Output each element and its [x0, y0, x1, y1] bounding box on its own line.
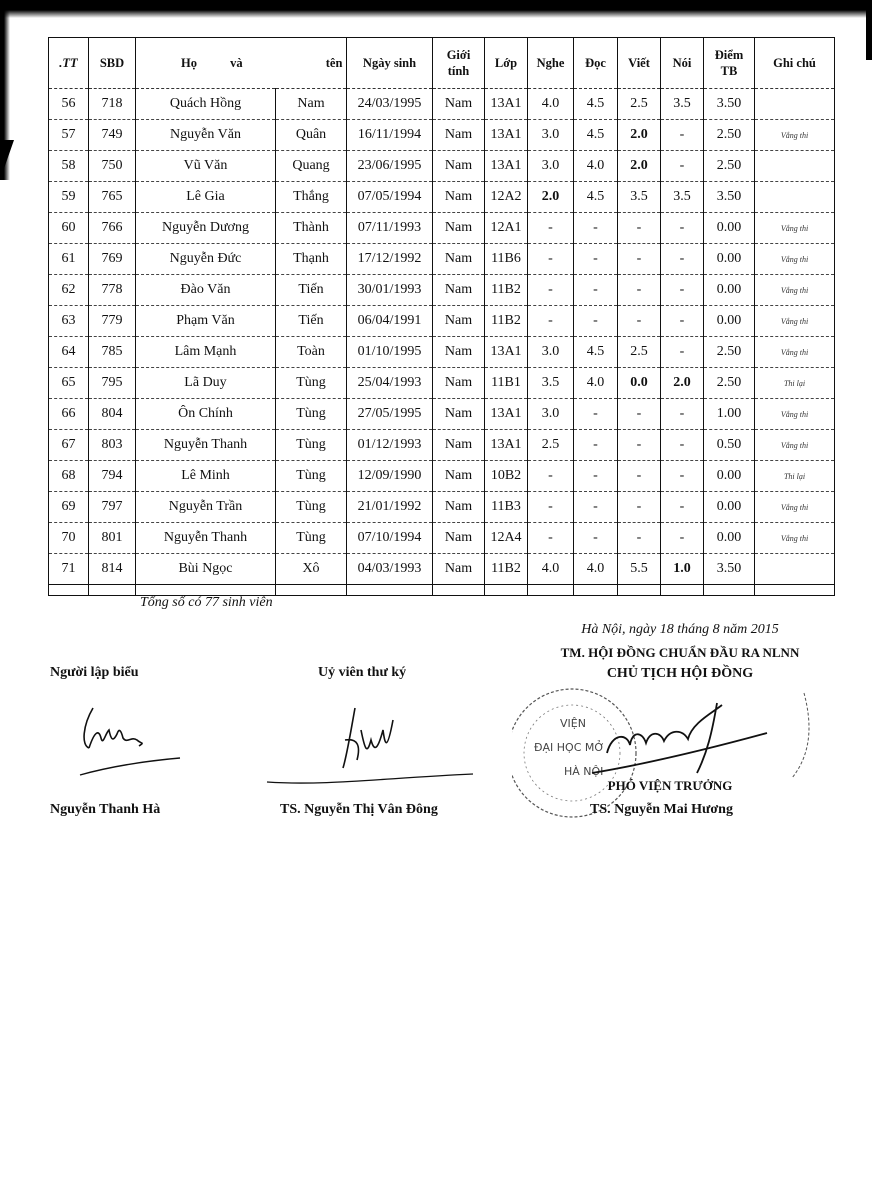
spacer-cell [618, 585, 661, 596]
preparer-title: Người lập biểu [50, 665, 139, 680]
cell-ho: Nguyễn Đức [136, 244, 276, 275]
cell-diem-tb: 2.50 [704, 120, 755, 151]
table-row [49, 461, 835, 492]
spacer-cell [433, 585, 485, 596]
preparer-signature [75, 700, 185, 780]
cell-ho: Lâm Mạnh [136, 337, 276, 368]
cell-ngay-sinh: 07/11/1993 [347, 213, 433, 244]
cell-ngay-sinh: 23/06/1995 [347, 151, 433, 182]
cell-ten: Xô [276, 554, 347, 585]
cell-nghe: - [528, 275, 574, 306]
cell-gioi-tinh: Nam [433, 182, 485, 213]
cell-diem-tb: 0.00 [704, 244, 755, 275]
cell-lop: 13A1 [485, 430, 528, 461]
spacer-cell [528, 585, 574, 596]
cell-viet: - [618, 306, 661, 337]
cell-ten: Tiến [276, 306, 347, 337]
table-row [49, 430, 835, 461]
cell-ghi-chu: Thi lại [755, 461, 835, 492]
cell-sbd: 749 [89, 120, 136, 151]
cell-nghe: 3.0 [528, 399, 574, 430]
header-sbd: SBD [89, 38, 136, 89]
cell-ghi-chu [755, 182, 835, 213]
cell-viet: 2.5 [618, 89, 661, 120]
table-row [49, 554, 835, 585]
header-lop: Lớp [485, 38, 528, 89]
cell-nghe: 4.0 [528, 554, 574, 585]
cell-doc: - [574, 244, 618, 275]
header-diem-tb [704, 38, 755, 89]
header-gioi-tinh [433, 38, 485, 89]
cell-ten: Thạnh [276, 244, 347, 275]
cell-ghi-chu: Vắng thi [755, 120, 835, 151]
cell-viet: 2.0 [618, 151, 661, 182]
cell-viet: 2.5 [618, 337, 661, 368]
cell-viet: - [618, 492, 661, 523]
cell-diem-tb: 0.00 [704, 492, 755, 523]
cell-stt: 71 [49, 554, 89, 585]
header-doc: Đọc [574, 38, 618, 89]
secretary-title: Uỷ viên thư ký [318, 665, 407, 680]
stamp-text-line1: VIỆN [560, 717, 586, 730]
cell-sbd: 750 [89, 151, 136, 182]
cell-ho: Nguyễn Thanh [136, 430, 276, 461]
table-row [49, 368, 835, 399]
cell-ten: Tùng [276, 430, 347, 461]
cell-ho: Lê Gia [136, 182, 276, 213]
cell-ten: Tùng [276, 492, 347, 523]
cell-ho: Vũ Văn [136, 151, 276, 182]
cell-ngay-sinh: 06/04/1991 [347, 306, 433, 337]
cell-stt: 61 [49, 244, 89, 275]
spacer-cell [49, 585, 89, 596]
cell-ghi-chu: Vắng thi [755, 430, 835, 461]
cell-ngay-sinh: 16/11/1994 [347, 120, 433, 151]
cell-sbd: 795 [89, 368, 136, 399]
deputy-name: TS. Nguyễn Mai Hương [590, 802, 733, 817]
table-row [49, 213, 835, 244]
cell-lop: 11B3 [485, 492, 528, 523]
cell-lop: 11B1 [485, 368, 528, 399]
cell-ngay-sinh: 01/12/1993 [347, 430, 433, 461]
header-diem-tb-line2: TB [720, 64, 738, 78]
cell-ghi-chu [755, 151, 835, 182]
table-header-row [49, 38, 835, 89]
cell-doc: 4.0 [574, 368, 618, 399]
header-diem-tb-line1: Điểm [714, 48, 744, 62]
stamp-text-line3: HÀ NỘI [564, 765, 604, 778]
cell-ten: Tùng [276, 368, 347, 399]
header-stt: .TT [49, 38, 89, 89]
cell-gioi-tinh: Nam [433, 554, 485, 585]
deputy-title: PHÓ VIỆN TRƯỞNG [607, 778, 733, 793]
cell-stt: 63 [49, 306, 89, 337]
cell-ho: Lã Duy [136, 368, 276, 399]
cell-viet: - [618, 461, 661, 492]
cell-ghi-chu: Vắng thi [755, 337, 835, 368]
stamp-text-line2: ĐẠI HỌC MỞ [534, 741, 605, 754]
table-body [49, 89, 835, 596]
cell-sbd: 769 [89, 244, 136, 275]
cell-noi: 3.5 [661, 182, 704, 213]
cell-ghi-chu: Vắng thi [755, 399, 835, 430]
cell-gioi-tinh: Nam [433, 430, 485, 461]
cell-doc: - [574, 213, 618, 244]
grades-table [48, 37, 835, 596]
header-ten: tên [325, 56, 343, 70]
cell-lop: 12A2 [485, 182, 528, 213]
cell-ngay-sinh: 27/05/1995 [347, 399, 433, 430]
scan-border-right [866, 0, 872, 60]
table-row [49, 337, 835, 368]
cell-ho: Lê Minh [136, 461, 276, 492]
header-va: và [230, 56, 243, 70]
spacer-cell [276, 585, 347, 596]
cell-ngay-sinh: 24/03/1995 [347, 89, 433, 120]
header-viet: Viết [618, 38, 661, 89]
cell-nghe: - [528, 523, 574, 554]
cell-doc: 4.0 [574, 554, 618, 585]
cell-gioi-tinh: Nam [433, 368, 485, 399]
cell-noi: - [661, 213, 704, 244]
table-row [49, 275, 835, 306]
cell-nghe: - [528, 492, 574, 523]
cell-ten: Tùng [276, 399, 347, 430]
cell-nghe: 3.5 [528, 368, 574, 399]
preparer-name: Nguyễn Thanh Hà [50, 802, 161, 817]
cell-doc: 4.5 [574, 182, 618, 213]
cell-noi: 1.0 [661, 554, 704, 585]
cell-stt: 67 [49, 430, 89, 461]
cell-diem-tb: 3.50 [704, 182, 755, 213]
table-row [49, 306, 835, 337]
cell-ho: Đào Văn [136, 275, 276, 306]
cell-sbd: 814 [89, 554, 136, 585]
cell-nghe: - [528, 244, 574, 275]
cell-ten: Nam [276, 89, 347, 120]
scan-border-top [0, 0, 872, 10]
cell-diem-tb: 3.50 [704, 89, 755, 120]
cell-gioi-tinh: Nam [433, 399, 485, 430]
cell-lop: 11B2 [485, 554, 528, 585]
cell-noi: - [661, 430, 704, 461]
cell-nghe: 2.5 [528, 430, 574, 461]
cell-gioi-tinh: Nam [433, 461, 485, 492]
cell-ngay-sinh: 17/12/1992 [347, 244, 433, 275]
cell-stt: 56 [49, 89, 89, 120]
secretary-name: TS. Nguyễn Thị Vân Đông [280, 802, 438, 817]
cell-doc: - [574, 492, 618, 523]
cell-lop: 12A1 [485, 213, 528, 244]
cell-nghe: 3.0 [528, 151, 574, 182]
place-date: Hà Nội, ngày 18 tháng 8 năm 2015 [581, 622, 779, 637]
cell-nghe: - [528, 213, 574, 244]
secretary-signature [265, 700, 475, 790]
cell-ghi-chu: Vắng thi [755, 492, 835, 523]
cell-lop: 11B2 [485, 306, 528, 337]
cell-ngay-sinh: 21/01/1992 [347, 492, 433, 523]
cell-diem-tb: 0.00 [704, 275, 755, 306]
cell-stt: 68 [49, 461, 89, 492]
cell-doc: 4.5 [574, 89, 618, 120]
cell-lop: 13A1 [485, 120, 528, 151]
cell-gioi-tinh: Nam [433, 244, 485, 275]
cell-noi: 2.0 [661, 368, 704, 399]
cell-sbd: 778 [89, 275, 136, 306]
cell-doc: - [574, 523, 618, 554]
cell-ngay-sinh: 12/09/1990 [347, 461, 433, 492]
cell-noi: - [661, 151, 704, 182]
cell-ho: Nguyễn Thanh [136, 523, 276, 554]
cell-doc: 4.0 [574, 151, 618, 182]
cell-ten: Quang [276, 151, 347, 182]
table-row [49, 523, 835, 554]
cell-diem-tb: 0.00 [704, 461, 755, 492]
cell-sbd: 797 [89, 492, 136, 523]
spacer-cell [136, 585, 276, 596]
cell-ghi-chu: Vắng thi [755, 244, 835, 275]
spacer-cell [574, 585, 618, 596]
cell-ngay-sinh: 30/01/1993 [347, 275, 433, 306]
table-row [49, 399, 835, 430]
cell-diem-tb: 1.00 [704, 399, 755, 430]
cell-viet: 5.5 [618, 554, 661, 585]
cell-doc: - [574, 399, 618, 430]
cell-viet: 2.0 [618, 120, 661, 151]
cell-sbd: 765 [89, 182, 136, 213]
cell-viet: 0.0 [618, 368, 661, 399]
cell-sbd: 794 [89, 461, 136, 492]
cell-viet: - [618, 244, 661, 275]
cell-diem-tb: 2.50 [704, 151, 755, 182]
table-row [49, 89, 835, 120]
cell-stt: 62 [49, 275, 89, 306]
cell-ghi-chu: Vắng thi [755, 275, 835, 306]
cell-lop: 10B2 [485, 461, 528, 492]
spacer-cell [661, 585, 704, 596]
cell-gioi-tinh: Nam [433, 275, 485, 306]
table-row [49, 182, 835, 213]
cell-stt: 69 [49, 492, 89, 523]
cell-diem-tb: 0.00 [704, 306, 755, 337]
cell-ghi-chu: Vắng thi [755, 523, 835, 554]
table-row [49, 151, 835, 182]
cell-lop: 11B6 [485, 244, 528, 275]
cell-lop: 13A1 [485, 399, 528, 430]
cell-noi: - [661, 244, 704, 275]
cell-ngay-sinh: 01/10/1995 [347, 337, 433, 368]
cell-stt: 64 [49, 337, 89, 368]
cell-nghe: - [528, 306, 574, 337]
spacer-cell [347, 585, 433, 596]
cell-ghi-chu: Vắng thi [755, 306, 835, 337]
cell-ghi-chu: Vắng thi [755, 213, 835, 244]
cell-diem-tb: 2.50 [704, 368, 755, 399]
cell-stt: 59 [49, 182, 89, 213]
cell-viet: - [618, 213, 661, 244]
spacer-cell [755, 585, 835, 596]
cell-ho: Quách Hồng [136, 89, 276, 120]
cell-ten: Tùng [276, 461, 347, 492]
cell-ho: Nguyễn Văn [136, 120, 276, 151]
cell-ten: Tùng [276, 523, 347, 554]
cell-viet: 3.5 [618, 182, 661, 213]
cell-noi: - [661, 399, 704, 430]
cell-ho: Phạm Văn [136, 306, 276, 337]
cell-doc: - [574, 275, 618, 306]
chair-title: CHỦ TỊCH HỘI ĐỒNG [606, 666, 754, 681]
cell-diem-tb: 0.00 [704, 213, 755, 244]
cell-stt: 70 [49, 523, 89, 554]
cell-doc: 4.5 [574, 337, 618, 368]
cell-gioi-tinh: Nam [433, 89, 485, 120]
cell-ten: Quân [276, 120, 347, 151]
cell-stt: 58 [49, 151, 89, 182]
cell-ten: Thành [276, 213, 347, 244]
cell-lop: 13A1 [485, 151, 528, 182]
cell-diem-tb: 0.00 [704, 523, 755, 554]
cell-ho: Nguyễn Trần [136, 492, 276, 523]
cell-stt: 65 [49, 368, 89, 399]
cell-noi: - [661, 492, 704, 523]
cell-ghi-chu [755, 554, 835, 585]
cell-sbd: 785 [89, 337, 136, 368]
cell-noi: - [661, 523, 704, 554]
spacer-cell [485, 585, 528, 596]
scan-border-shadow [0, 10, 872, 18]
cell-ho: Bùi Ngọc [136, 554, 276, 585]
cell-ten: Tiến [276, 275, 347, 306]
header-nghe: Nghe [528, 38, 574, 89]
cell-lop: 12A4 [485, 523, 528, 554]
cell-doc: - [574, 430, 618, 461]
header-gioi-tinh-line1: Giới [446, 48, 471, 62]
header-noi: Nói [661, 38, 704, 89]
cell-doc: - [574, 461, 618, 492]
cell-nghe: - [528, 461, 574, 492]
header-full-name [136, 38, 347, 89]
cell-ten: Thắng [276, 182, 347, 213]
cell-sbd: 779 [89, 306, 136, 337]
cell-ngay-sinh: 07/10/1994 [347, 523, 433, 554]
cell-noi: - [661, 337, 704, 368]
cell-gioi-tinh: Nam [433, 151, 485, 182]
spacer-cell [89, 585, 136, 596]
cell-ten: Toàn [276, 337, 347, 368]
cell-gioi-tinh: Nam [433, 120, 485, 151]
cell-noi: 3.5 [661, 89, 704, 120]
cell-sbd: 718 [89, 89, 136, 120]
cell-doc: 4.5 [574, 120, 618, 151]
cell-noi: - [661, 461, 704, 492]
cell-nghe: 2.0 [528, 182, 574, 213]
header-ho: Họ [181, 56, 197, 70]
cell-nghe: 3.0 [528, 120, 574, 151]
cell-stt: 66 [49, 399, 89, 430]
total-students: Tổng số có 77 sinh viên [140, 595, 273, 610]
cell-lop: 11B2 [485, 275, 528, 306]
cell-doc: - [574, 306, 618, 337]
table-row [49, 120, 835, 151]
cell-viet: - [618, 523, 661, 554]
cell-viet: - [618, 399, 661, 430]
cell-lop: 13A1 [485, 337, 528, 368]
cell-stt: 57 [49, 120, 89, 151]
cell-gioi-tinh: Nam [433, 337, 485, 368]
cell-viet: - [618, 430, 661, 461]
table-row [49, 492, 835, 523]
cell-nghe: 3.0 [528, 337, 574, 368]
cell-diem-tb: 3.50 [704, 554, 755, 585]
council-name: TM. HỘI ĐỒNG CHUẨN ĐẦU RA NLNN [560, 645, 800, 660]
cell-ho: Ôn Chính [136, 399, 276, 430]
cell-ho: Nguyễn Dương [136, 213, 276, 244]
cell-noi: - [661, 120, 704, 151]
table-bottom-spacer [49, 585, 835, 596]
table-row [49, 244, 835, 275]
cell-sbd: 766 [89, 213, 136, 244]
cell-noi: - [661, 275, 704, 306]
cell-diem-tb: 2.50 [704, 337, 755, 368]
header-ngay-sinh: Ngày sinh [347, 38, 433, 89]
cell-gioi-tinh: Nam [433, 213, 485, 244]
cell-ngay-sinh: 07/05/1994 [347, 182, 433, 213]
cell-gioi-tinh: Nam [433, 306, 485, 337]
cell-ngay-sinh: 04/03/1993 [347, 554, 433, 585]
cell-sbd: 801 [89, 523, 136, 554]
cell-gioi-tinh: Nam [433, 492, 485, 523]
cell-sbd: 803 [89, 430, 136, 461]
cell-lop: 13A1 [485, 89, 528, 120]
cell-nghe: 4.0 [528, 89, 574, 120]
cell-gioi-tinh: Nam [433, 523, 485, 554]
cell-ngay-sinh: 25/04/1993 [347, 368, 433, 399]
cell-sbd: 804 [89, 399, 136, 430]
header-gioi-tinh-line2: tính [447, 64, 470, 78]
header-ghi-chu: Ghi chú [755, 38, 835, 89]
cell-viet: - [618, 275, 661, 306]
cell-stt: 60 [49, 213, 89, 244]
cell-ghi-chu: Thi lại [755, 368, 835, 399]
cell-ghi-chu [755, 89, 835, 120]
spacer-cell [704, 585, 755, 596]
cell-diem-tb: 0.50 [704, 430, 755, 461]
cell-noi: - [661, 306, 704, 337]
